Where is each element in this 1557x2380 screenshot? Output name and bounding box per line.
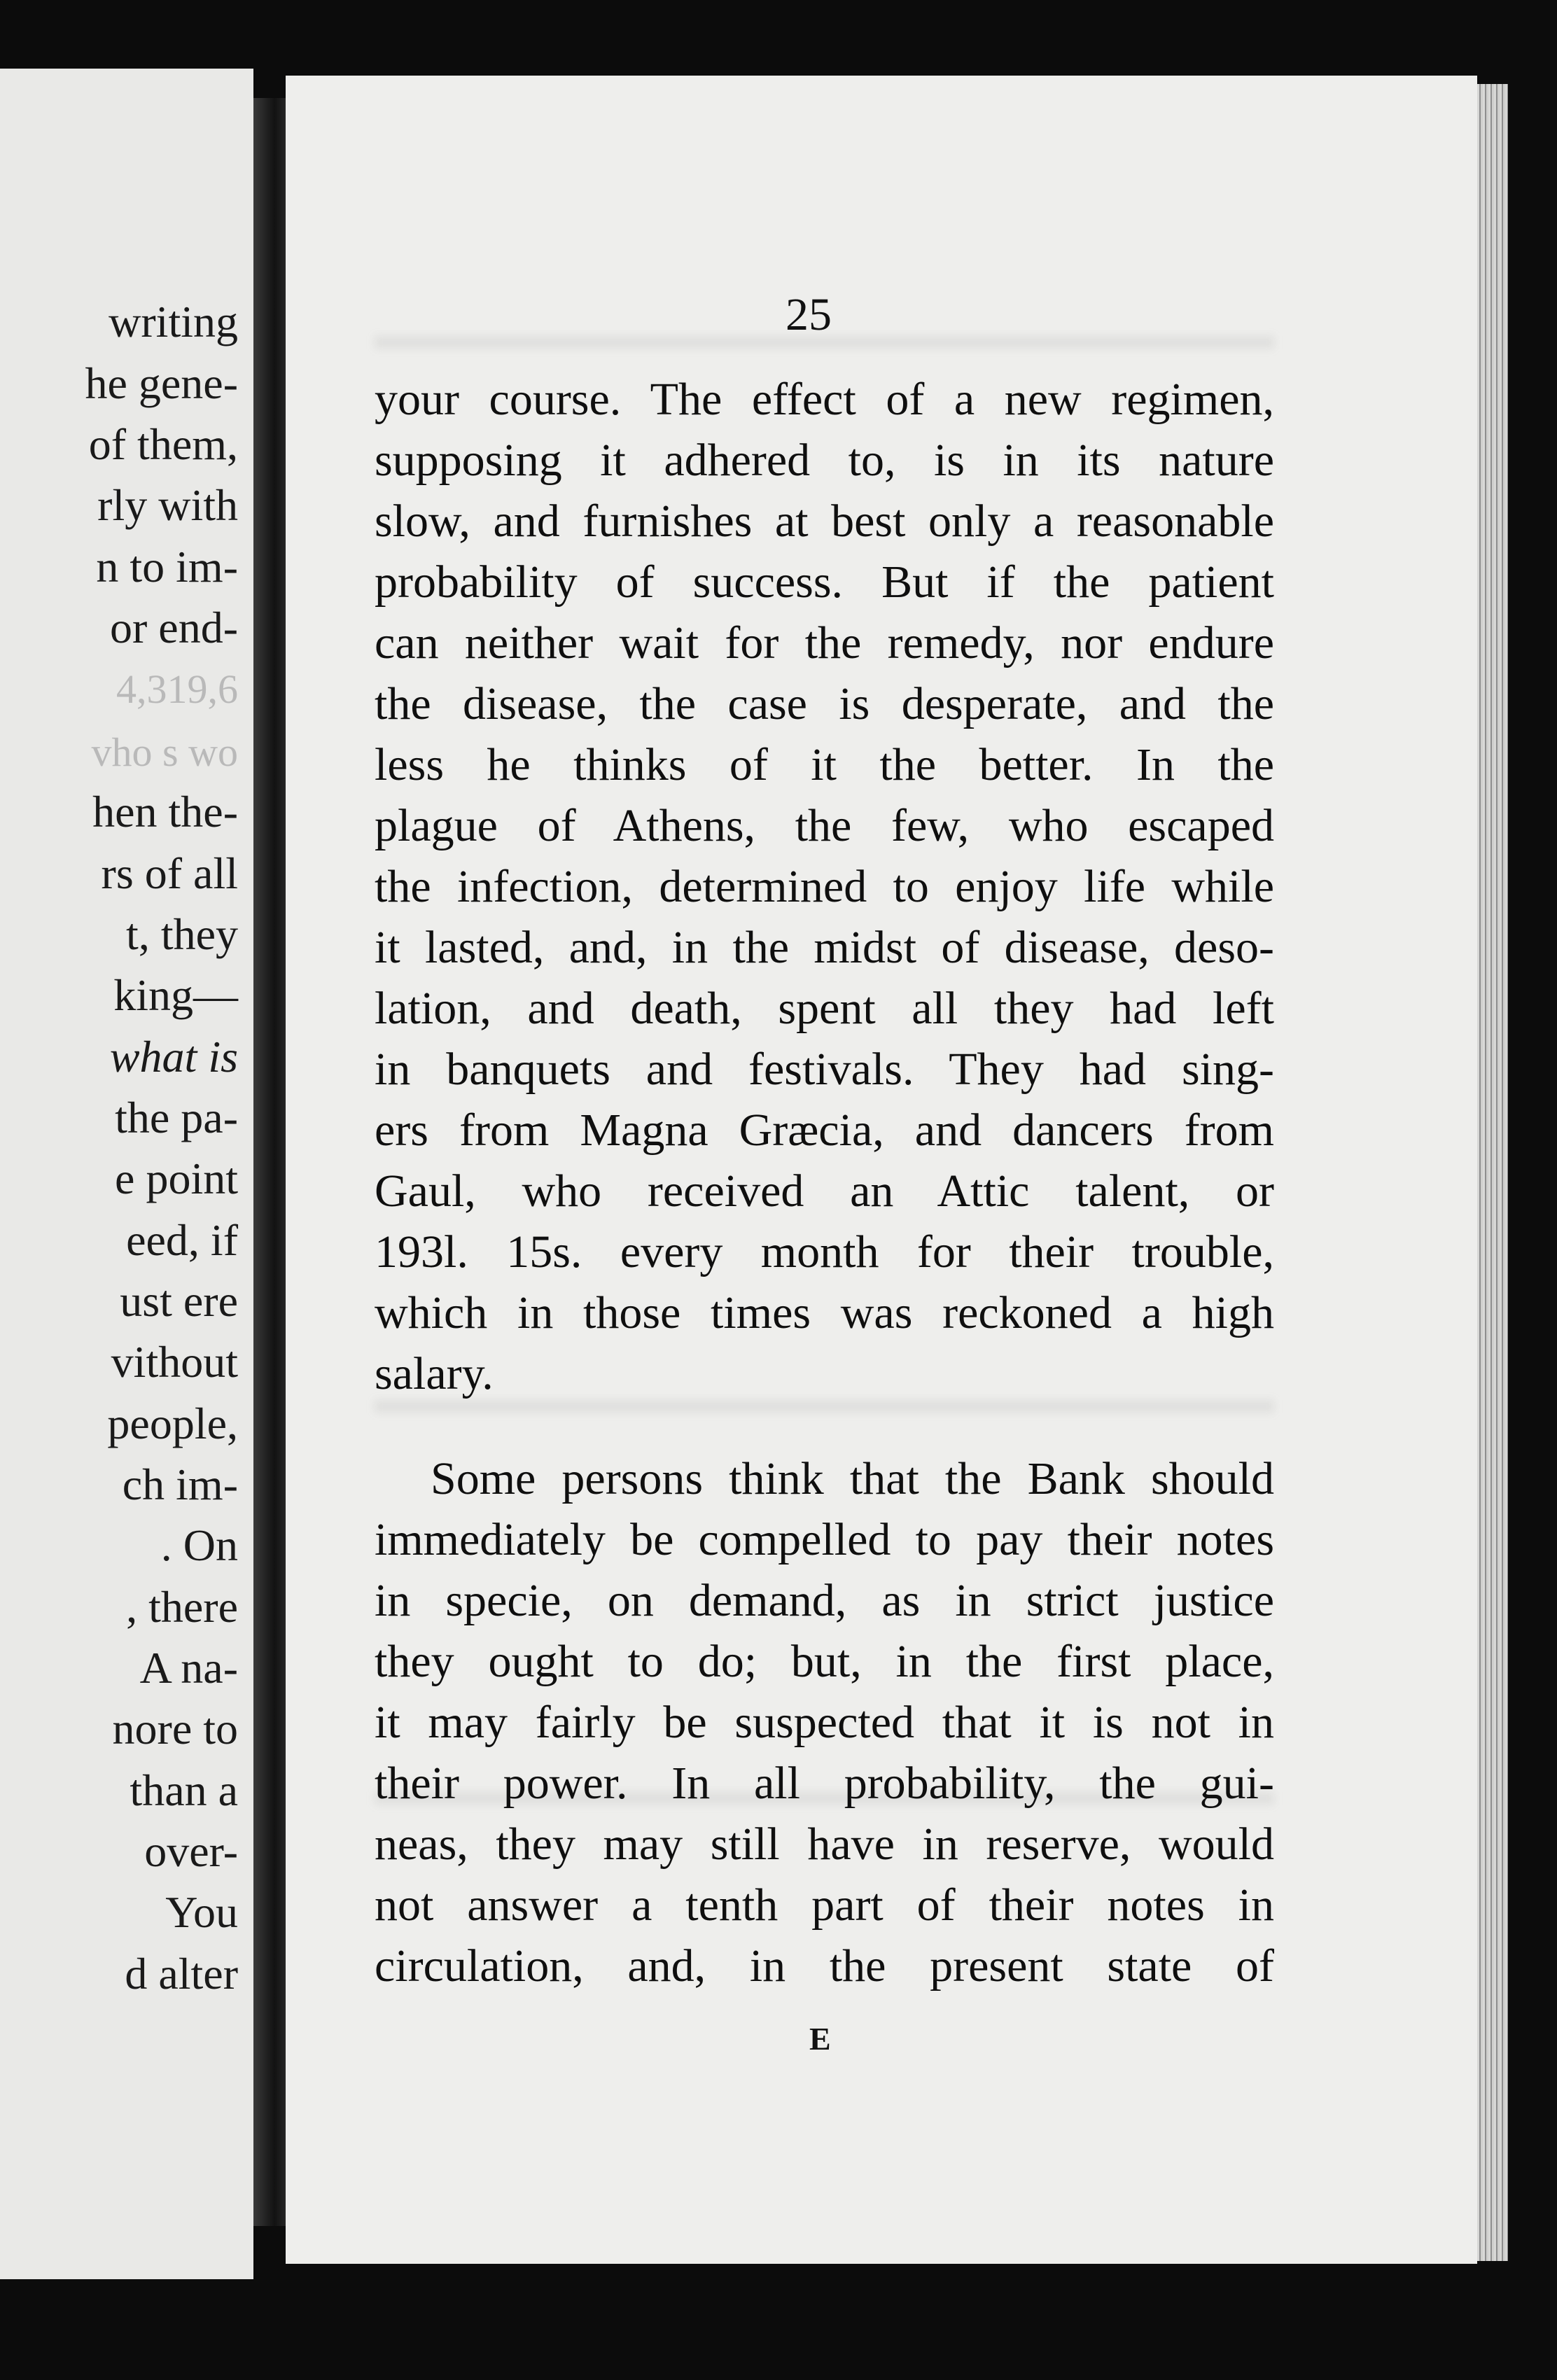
- page-block-edges: [1477, 84, 1508, 2261]
- body-text-line: less he thinks of it the better. In the: [375, 739, 1274, 790]
- left-page-line: he gene-: [85, 358, 238, 408]
- body-text-line: which in those times was reckoned a high: [375, 1287, 1274, 1338]
- body-text-line: salary.: [375, 1348, 494, 1399]
- left-page-line: vho s wo: [91, 729, 238, 775]
- body-text-line: ers from Magna Græcia, and dancers from: [375, 1105, 1274, 1156]
- left-page-line: ch im-: [122, 1460, 238, 1509]
- left-page-line: people,: [107, 1399, 238, 1448]
- body-text-line: in banquets and festivals. They had sing-: [375, 1044, 1274, 1095]
- left-page-line: You: [165, 1887, 238, 1937]
- body-text-line: their power. In all probability, the gui-: [375, 1758, 1274, 1809]
- body-text-line: lation, and death, spent all they had left: [375, 983, 1274, 1034]
- body-text-line: in specie, on demand, as in strict justice: [375, 1575, 1274, 1626]
- left-page-line: rly with: [97, 480, 238, 530]
- body-text-line: 193l. 15s. every month for their trouble,: [375, 1226, 1274, 1278]
- left-page-line: rs of all: [101, 848, 238, 898]
- body-text-line: neas, they may still have in reserve, would: [375, 1819, 1274, 1870]
- left-page-line: what is: [109, 1032, 238, 1082]
- left-page-line: n to im-: [96, 542, 238, 592]
- body-text-line: immediately be compelled to pay their notes: [375, 1514, 1274, 1565]
- left-page-line: d alter: [125, 1949, 238, 1998]
- body-text-line: it may fairly be suspected that it is not in: [375, 1697, 1274, 1748]
- left-page-line: , there: [126, 1582, 238, 1632]
- body-text-line: plague of Athens, the few, who escaped: [375, 800, 1274, 851]
- body-text-line: Gaul, who received an Attic talent, or: [375, 1166, 1274, 1217]
- body-text-line: probability of success. But if the patient: [375, 556, 1274, 608]
- left-page-line: of them,: [88, 419, 238, 469]
- show-through-smudge: [375, 1400, 1274, 1413]
- body-text-line: your course. The effect of a new regimen,: [375, 374, 1274, 425]
- left-page-line: writing: [109, 297, 238, 346]
- left-page-line: 4,319,6: [116, 666, 238, 712]
- body-text-line: slow, and furnishes at best only a reasonable: [375, 496, 1274, 547]
- signature-mark: E: [809, 2021, 831, 2057]
- body-text-line: not answer a tenth part of their notes in: [375, 1879, 1274, 1931]
- body-text-line: the infection, determined to enjoy life while: [375, 861, 1274, 912]
- body-text-line: it lasted, and, in the midst of disease, deso-: [375, 922, 1274, 973]
- left-facing-page: [0, 69, 253, 2279]
- body-text-line: supposing it adhered to, is in its nature: [375, 435, 1274, 486]
- left-page-line: hen the-: [92, 787, 238, 836]
- left-page-line: vithout: [111, 1337, 238, 1387]
- body-text-line: can neither wait for the remedy, nor endure: [375, 617, 1274, 668]
- left-page-line: the pa-: [115, 1093, 238, 1142]
- left-page-line: e point: [115, 1154, 238, 1203]
- body-text-line: Some persons think that the Bank should: [431, 1453, 1274, 1504]
- page-number: 25: [786, 289, 832, 340]
- left-page-line: . On: [160, 1520, 238, 1570]
- book-gutter-shadow: [253, 98, 288, 2226]
- body-text-line: the disease, the case is desperate, and the: [375, 678, 1274, 729]
- left-page-line: over-: [144, 1826, 238, 1876]
- body-text-line: they ought to do; but, in the first place,: [375, 1636, 1274, 1687]
- left-page-line: eed, if: [126, 1215, 238, 1265]
- left-page-line: nore to: [112, 1704, 238, 1754]
- left-page-line: A na-: [139, 1643, 238, 1693]
- left-page-line: or end-: [109, 603, 238, 652]
- left-page-line: than a: [130, 1765, 238, 1815]
- left-page-line: t, they: [126, 909, 238, 959]
- left-page-line: ust ere: [120, 1276, 238, 1326]
- body-text-line: circulation, and, in the present state of: [375, 1940, 1274, 1991]
- left-page-line: king—: [113, 970, 238, 1020]
